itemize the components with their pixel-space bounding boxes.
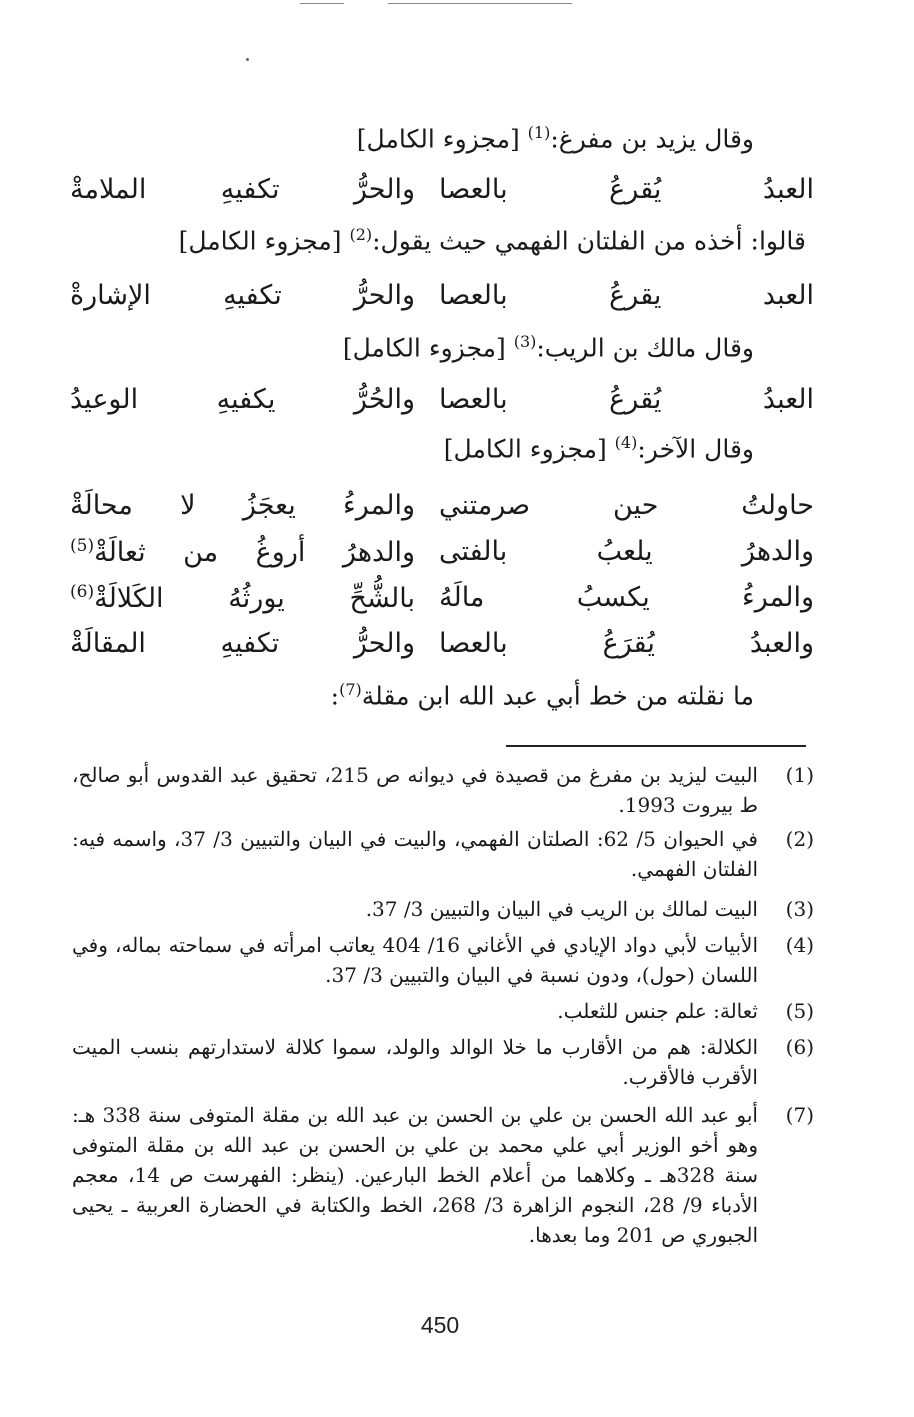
footnote-text: البيت ليزيد بن مفرغ من قصيدة في ديوانه ص 215، تحقيق عبد القدوس أبو صالح، ط بيروت 1993. (72, 763, 758, 817)
verse-first-hemistich: العبدُ يُقرعُ بالعصا (439, 174, 814, 205)
footnote (72, 996, 814, 1026)
intro-line-4 (114, 433, 754, 463)
verse-first-hemistich: والدهرُ يلعبُ بالفتى (439, 536, 814, 567)
footnote (72, 760, 814, 820)
verse-first-hemistich: العبدُ يُقرعُ بالعصا (439, 384, 814, 415)
footnote-text: في الحيوان 5/ 62: الصلتان الفهمي، والبيت في البيان والتبيين 3/ 37، واسمه فيه: الفلتان الفهمي. (72, 827, 758, 881)
meter-label: [مجزوء الكامل] (356, 124, 520, 154)
footnote-text: البيت لمالك بن الريب في البيان والتبيين 3/ 37. (365, 897, 758, 921)
footnote-number: (2) (785, 827, 814, 851)
footnote (72, 894, 814, 924)
verse-second-hemistich (70, 384, 415, 415)
meter-label: [مجزوء الكامل] (342, 333, 506, 363)
top-rule-right (388, 3, 572, 4)
verse-second-hemistich (70, 536, 415, 568)
verse-second-text: والحُرُّ يكفيهِ الوعيدُ (70, 384, 415, 415)
intro-text: وقال الآخر: (637, 434, 754, 464)
meter-label: [مجزوء الكامل] (178, 226, 342, 256)
footnote-ref: (3) (513, 332, 537, 351)
footnote-text: الكلالة: هم من الأقارب ما خلا الوالد والولد، سموا كلالة لاستدارتهم بنسب الميت الأقرب فالأقرب. (72, 1035, 758, 1089)
verse-line (70, 384, 814, 428)
footnote-number: (5) (785, 999, 814, 1023)
verse-first-hemistich: العبد يقرعُ بالعصا (439, 280, 814, 311)
footnote (72, 824, 814, 884)
intro-line-2 (106, 225, 806, 255)
top-rule-left (300, 3, 344, 4)
footnote-separator (506, 745, 806, 747)
meter-label: [مجزوء الكامل] (443, 434, 607, 464)
verse-first-hemistich: حاولتُ حين صرمتني (439, 490, 814, 521)
footnote-ref: (5) (70, 536, 95, 556)
footnote (72, 1032, 814, 1092)
verse-second-text: والحرُّ تكفيهِ الإشارةْ (70, 280, 415, 311)
intro-text: قالوا: أخذه من الفلتان الفهمي حيث يقول: (372, 226, 806, 256)
intro-colon: : (330, 681, 340, 711)
verse-second-text: والحرُّ تكفيهِ المقالَةْ (70, 628, 415, 659)
verse-second-text: والدهرُ أروغُ من ثعالَةْ (94, 537, 415, 568)
intro-line-1 (114, 123, 754, 153)
footnote-ref: (7) (339, 680, 362, 699)
verse-second-text: بالشُّحِّ يورثُهُ الكَلالَةْ (94, 583, 415, 614)
verse-line (70, 174, 814, 218)
page-number: 450 (420, 1312, 460, 1338)
verse-line (70, 536, 814, 580)
footnote-ref: (4) (614, 433, 638, 452)
verse-second-text: والحرُّ تكفيهِ الملامةْ (70, 174, 415, 205)
intro-text: وقال مالك بن الريب: (536, 333, 754, 363)
verse-second-hemistich (70, 280, 415, 311)
footnote (72, 1100, 814, 1250)
verse-line (70, 280, 814, 324)
intro-line-5 (114, 680, 754, 710)
verse-second-text: والمرءُ يعجَزُ لا محالَةْ (70, 490, 415, 521)
intro-text: وقال يزيد بن مفرغ: (550, 124, 754, 154)
verse-line (70, 490, 814, 534)
footnote-ref: (1) (527, 123, 551, 142)
intro-text: ما نقلته من خط أبي عبد الله ابن مقلة (361, 681, 754, 711)
verse-first-hemistich: والعبدُ يُقرَعُ بالعصا (439, 628, 814, 659)
footnote-ref: (2) (349, 225, 373, 244)
intro-line-3 (114, 332, 754, 362)
footnote-number: (6) (785, 1035, 814, 1059)
footnote-number: (3) (785, 897, 814, 921)
verse-second-hemistich (70, 582, 415, 614)
verse-line (70, 582, 814, 626)
verse-second-hemistich (70, 174, 415, 205)
footnote-number: (1) (785, 763, 814, 787)
footnote-number: (7) (785, 1103, 814, 1127)
footnote-number: (4) (785, 933, 814, 957)
verse-first-hemistich: والمرءُ يكسبُ مالَهُ (439, 582, 814, 613)
footnote-text: الأبيات لأبي دواد الإيادي في الأغاني 16/ 404 يعاتب امرأته في سماحته بماله، وفي اللسان (حول)، ودون نسبة في البيان والتبيين 3/ 37. (72, 933, 758, 987)
verse-second-hemistich (70, 628, 415, 659)
footnote-text: ثعالة: علم جنس للثعلب. (557, 999, 758, 1023)
footnote (72, 930, 814, 990)
verse-second-hemistich (70, 490, 415, 521)
speck (246, 58, 249, 61)
footnote-ref: (6) (70, 582, 95, 602)
footnote-text: أبو عبد الله الحسن بن علي بن الحسن بن عبد الله بن مقلة المتوفى سنة 338 هـ: وهو أخو الوزير أبي علي محمد بن علي بن الحسن بن عبد الله بن مقلة المتوفى سنة 328هـ ـ وكلاهما من أعلام الخط البارعين. (ينظر: الفهرست ص 14، معجم الأدباء 9/ 28، النجوم الزاهرة 3/ 268، الخط والكتابة في الحضارة العربية ـ يحيى الجبوري ص 201 وما بعدها. (72, 1103, 759, 1247)
verse-line (70, 628, 814, 672)
